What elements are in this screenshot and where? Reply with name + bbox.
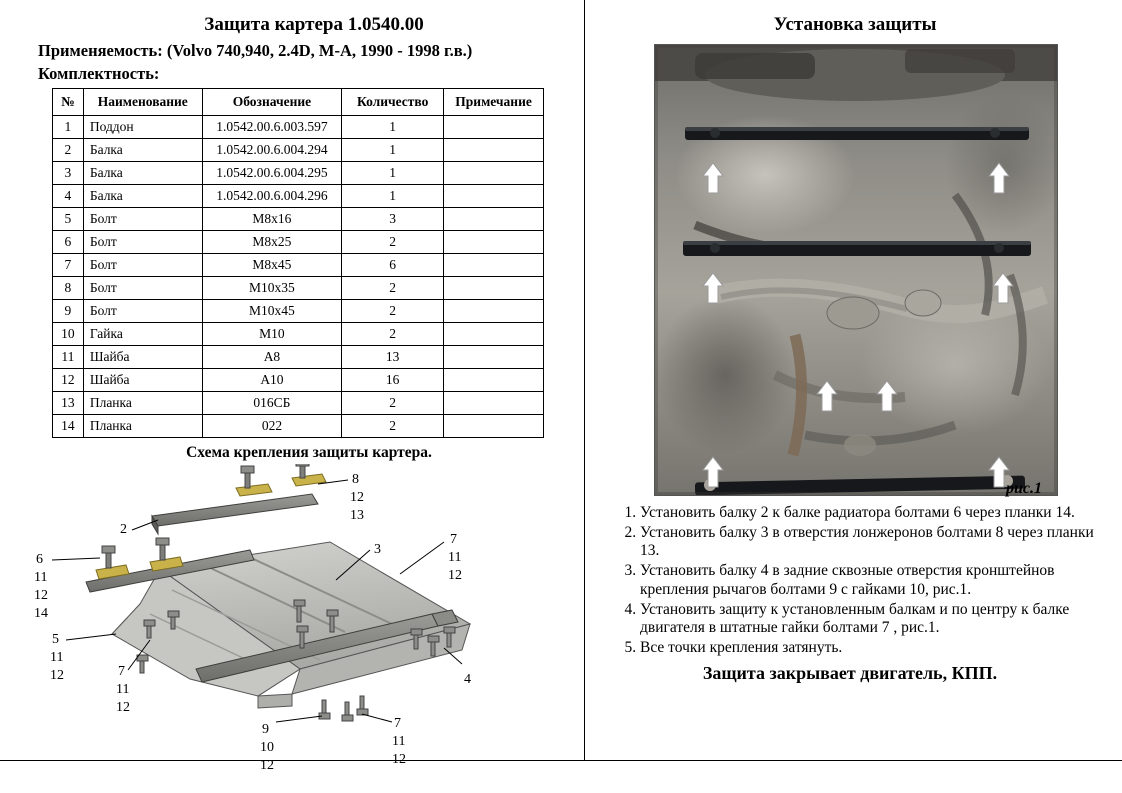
installation-photo-svg [655, 45, 1057, 495]
cell-number: 14 [53, 415, 84, 438]
installation-photo [654, 44, 1058, 496]
cell-quantity: 2 [342, 415, 444, 438]
cell-designation: А8 [202, 346, 341, 369]
cell-name: Шайба [83, 346, 202, 369]
cell-quantity: 1 [342, 162, 444, 185]
step-item: 3. Установить балку 4 в задние сквозные отверстия кронштейнов крепления рычагов болтами 9 с гайками 10, рис.1. [640, 562, 1104, 598]
cell-number: 2 [53, 139, 84, 162]
callout-12-e: 12 [116, 700, 130, 715]
callout-12-g: 12 [392, 752, 406, 767]
cell-note [444, 323, 544, 346]
cell-designation: 1.0542.00.6.004.294 [202, 139, 341, 162]
callout-11-c: 11 [50, 650, 64, 665]
callout-11-e: 11 [392, 734, 406, 749]
cell-designation: М8х45 [202, 254, 341, 277]
callout-12-a: 12 [350, 490, 364, 505]
cell-quantity: 1 [342, 185, 444, 208]
cell-name: Планка [83, 392, 202, 415]
cell-number: 4 [53, 185, 84, 208]
cell-quantity: 2 [342, 277, 444, 300]
table-row [53, 162, 544, 185]
table-row [53, 300, 544, 323]
table-row [53, 415, 544, 438]
callout-8: 8 [352, 472, 359, 487]
cell-designation: М10х35 [202, 277, 341, 300]
table-row [53, 139, 544, 162]
installation-steps [622, 504, 1104, 657]
figure-caption: рис.1 [1006, 480, 1042, 497]
callout-12-f: 12 [260, 758, 274, 773]
cell-name: Поддон [83, 116, 202, 139]
cell-number: 13 [53, 392, 84, 415]
cell-name: Болт [83, 254, 202, 277]
step-item: 2. Установить балку 3 в отверстия лонжеронов болтами 8 через планки 13. [640, 524, 1104, 560]
callout-12-b: 12 [448, 568, 462, 583]
cell-note [444, 369, 544, 392]
cell-number: 12 [53, 369, 84, 392]
cell-number: 7 [53, 254, 84, 277]
cell-name: Планка [83, 415, 202, 438]
assembly-drawing-svg [0, 464, 588, 793]
table-row [53, 392, 544, 415]
cell-note [444, 116, 544, 139]
cell-note [444, 185, 544, 208]
callout-13: 13 [350, 508, 364, 523]
cell-note [444, 277, 544, 300]
complectness-label: Комплектность: [38, 64, 160, 83]
cell-name: Балка [83, 162, 202, 185]
cell-name: Гайка [83, 323, 202, 346]
table-row [53, 323, 544, 346]
cell-quantity: 2 [342, 323, 444, 346]
cell-designation: М10 [202, 323, 341, 346]
cell-note [444, 162, 544, 185]
cell-quantity: 2 [342, 300, 444, 323]
table-row [53, 254, 544, 277]
applicability-line: Применяемость: (Volvo 740,940, 2.4D, М-А, 1990 - 1998 г.в.) [38, 41, 473, 60]
cell-number: 6 [53, 231, 84, 254]
callout-5: 5 [52, 632, 59, 647]
table-row [53, 369, 544, 392]
table-row [53, 346, 544, 369]
cell-name: Болт [83, 277, 202, 300]
closing-note: Защита закрывает двигатель, КПП. [702, 663, 998, 683]
cell-note [444, 300, 544, 323]
cell-quantity: 1 [342, 139, 444, 162]
cell-quantity: 1 [342, 116, 444, 139]
cell-quantity: 2 [342, 231, 444, 254]
assembly-drawing [0, 464, 588, 793]
cell-designation: М8х25 [202, 231, 341, 254]
installation-title: Установка защиты [773, 14, 937, 35]
cell-note [444, 139, 544, 162]
cell-designation: 1.0542.00.6.003.597 [202, 116, 341, 139]
table-row [53, 185, 544, 208]
cell-number: 5 [53, 208, 84, 231]
scheme-title: Схема крепления защиты картера. [186, 444, 432, 461]
cell-designation: 016СБ [202, 392, 341, 415]
col-header-number: № [53, 89, 84, 116]
cell-number: 3 [53, 162, 84, 185]
cell-number: 11 [53, 346, 84, 369]
callout-4: 4 [464, 672, 471, 687]
step-item: 4. Установить защиту к установленным балкам и по центру к балке двигателя в штатные гайки болтами 7 , рис.1. [640, 601, 1104, 637]
callout-14: 14 [34, 606, 48, 621]
page-title: Защита картера 1.0540.00 [204, 14, 424, 35]
col-header-note: Примечание [444, 89, 544, 116]
step-item: 1. Установить балку 2 к балке радиатора болтами 6 через планки 14. [640, 504, 1104, 522]
cell-quantity: 2 [342, 392, 444, 415]
cell-note [444, 415, 544, 438]
cell-quantity: 16 [342, 369, 444, 392]
cell-designation: 1.0542.00.6.004.296 [202, 185, 341, 208]
figure-block [654, 44, 1056, 496]
cell-number: 8 [53, 277, 84, 300]
col-header-name: Наименование [83, 89, 202, 116]
callout-11-d: 11 [116, 682, 130, 697]
col-header-quantity: Количество [342, 89, 444, 116]
cell-designation: 1.0542.00.6.004.295 [202, 162, 341, 185]
cell-note [444, 392, 544, 415]
cell-number: 1 [53, 116, 84, 139]
cell-name: Шайба [83, 369, 202, 392]
table-header-row [53, 89, 544, 116]
right-column [588, 0, 1122, 760]
callout-2: 2 [120, 522, 127, 537]
col-header-designation: Обозначение [202, 89, 341, 116]
cell-designation: М10х45 [202, 300, 341, 323]
cell-name: Балка [83, 139, 202, 162]
cell-quantity: 3 [342, 208, 444, 231]
callout-11-b: 11 [34, 570, 48, 585]
table-row [53, 208, 544, 231]
table-row [53, 231, 544, 254]
callout-3: 3 [374, 542, 381, 557]
step-item: 5. Все точки крепления затянуть. [640, 639, 1104, 657]
cell-note [444, 231, 544, 254]
cell-quantity: 13 [342, 346, 444, 369]
callout-9: 9 [262, 722, 269, 737]
parts-table [52, 88, 544, 438]
callout-10: 10 [260, 740, 274, 755]
callout-12-c: 12 [34, 588, 48, 603]
cell-designation: 022 [202, 415, 341, 438]
callout-7-b: 7 [118, 664, 125, 679]
cell-name: Болт [83, 300, 202, 323]
cell-name: Болт [83, 208, 202, 231]
callout-11-a: 11 [448, 550, 462, 565]
table-row [53, 277, 544, 300]
cell-note [444, 208, 544, 231]
cell-name: Болт [83, 231, 202, 254]
callout-6: 6 [36, 552, 43, 567]
cell-designation: М8х16 [202, 208, 341, 231]
table-row [53, 116, 544, 139]
callout-7-c: 7 [394, 716, 401, 731]
cell-quantity: 6 [342, 254, 444, 277]
cell-note [444, 254, 544, 277]
cell-number: 9 [53, 300, 84, 323]
cell-number: 10 [53, 323, 84, 346]
callout-12-d: 12 [50, 668, 64, 683]
callout-7-a: 7 [450, 532, 457, 547]
cell-name: Балка [83, 185, 202, 208]
cell-designation: А10 [202, 369, 341, 392]
cell-note [444, 346, 544, 369]
